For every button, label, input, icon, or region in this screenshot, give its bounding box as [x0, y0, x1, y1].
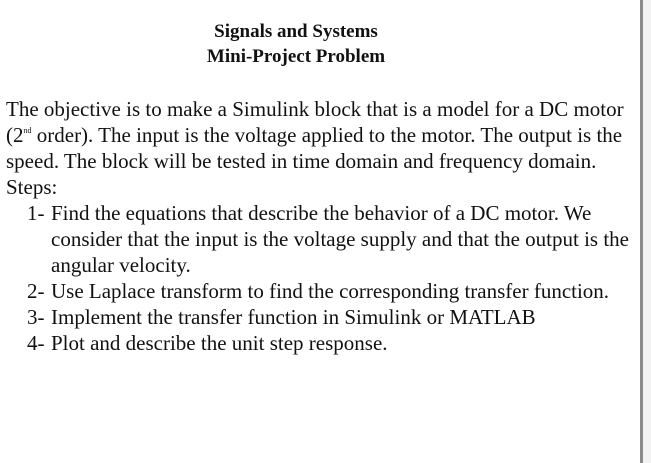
intro-paragraph: [6, 96, 636, 174]
intro-text-start: The objective is to make a Simulink block that is a model for a DC motor (2: [6, 97, 624, 147]
page-margin-strip: [643, 0, 651, 463]
step-number: 4-: [27, 331, 45, 355]
document-body: [6, 96, 636, 356]
step-2: [6, 278, 636, 304]
step-text: Use Laplace transform to find the corresponding transfer function.: [51, 279, 610, 303]
document-subtitle: Mini-Project Problem: [206, 46, 386, 67]
step-text: Find the equations that describe the behavior of a DC motor. We consider that the input is the voltage supply and that the output is the angular velocity.: [51, 201, 629, 277]
step-4: [6, 330, 636, 356]
intro-text-end: order). The input is the voltage applied to the motor. The output is the speed. The block will be tested in time domain and frequency domain.: [6, 123, 623, 173]
step-1: [6, 200, 636, 278]
step-text: Implement the transfer function in Simulink or MATLAB: [51, 305, 536, 329]
step-text: Plot and describe the unit step response.: [51, 331, 388, 355]
step-number: 3-: [27, 305, 45, 329]
step-number: 2-: [27, 279, 45, 303]
steps-label: Steps:: [6, 175, 58, 199]
document-header: [0, 19, 592, 69]
ordinal-superscript: nd: [23, 126, 32, 135]
step-number: 1-: [27, 201, 45, 225]
step-3: [6, 304, 636, 330]
steps-list: [6, 200, 636, 356]
document-title: Signals and Systems: [214, 21, 378, 42]
